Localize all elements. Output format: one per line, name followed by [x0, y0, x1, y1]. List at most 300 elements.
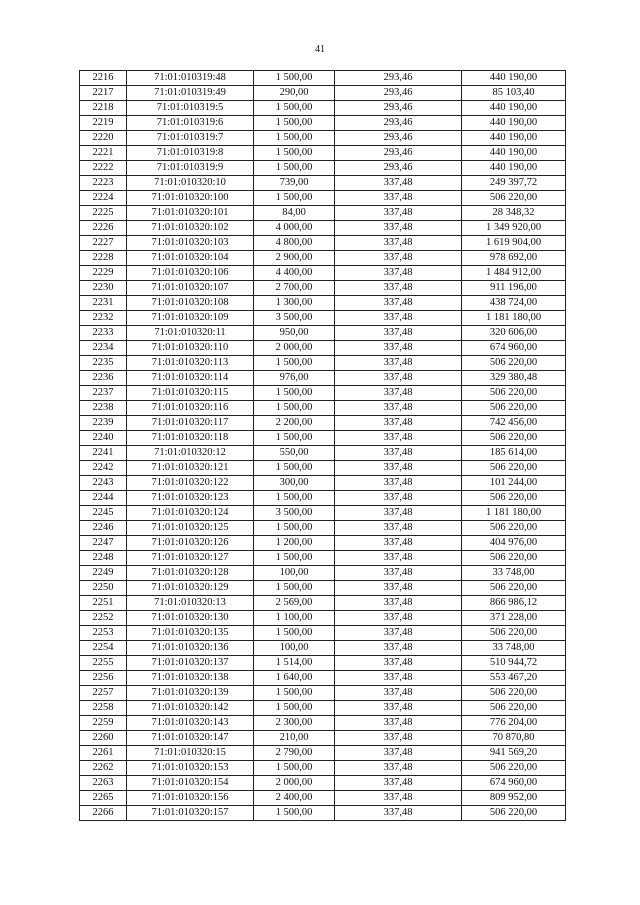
table-row: [80, 566, 566, 581]
specific-value-cell: 337,48: [335, 416, 462, 431]
table-row: [80, 791, 566, 806]
row-number-cell: 2266: [80, 806, 127, 821]
table-row: [80, 191, 566, 206]
row-number-cell: 2232: [80, 311, 127, 326]
cadastral-value-cell: 506 220,00: [462, 521, 566, 536]
row-number-cell: 2261: [80, 746, 127, 761]
area-cell: 1 500,00: [254, 761, 335, 776]
row-number-cell: 2249: [80, 566, 127, 581]
cadastral-number-cell: 71:01:010319:6: [127, 116, 254, 131]
specific-value-cell: 337,48: [335, 521, 462, 536]
cadastral-number-cell: 71:01:010320:139: [127, 686, 254, 701]
cadastral-number-cell: 71:01:010320:128: [127, 566, 254, 581]
specific-value-cell: 337,48: [335, 641, 462, 656]
table-row: [80, 446, 566, 461]
table-row: [80, 551, 566, 566]
cadastral-number-cell: 71:01:010319:7: [127, 131, 254, 146]
cadastral-value-cell: 371 228,00: [462, 611, 566, 626]
row-number-cell: 2260: [80, 731, 127, 746]
cadastral-number-cell: 71:01:010320:118: [127, 431, 254, 446]
cadastral-value-cell: 506 220,00: [462, 431, 566, 446]
cadastral-value-cell: 329 380,48: [462, 371, 566, 386]
area-cell: 1 500,00: [254, 71, 335, 86]
row-number-cell: 2257: [80, 686, 127, 701]
specific-value-cell: 337,48: [335, 296, 462, 311]
table-row: [80, 416, 566, 431]
row-number-cell: 2252: [80, 611, 127, 626]
cadastral-number-cell: 71:01:010320:125: [127, 521, 254, 536]
cadastral-value-cell: 440 190,00: [462, 116, 566, 131]
table-row: [80, 626, 566, 641]
cadastral-value-cell: 506 220,00: [462, 491, 566, 506]
cadastral-value-cell: 101 244,00: [462, 476, 566, 491]
area-cell: 1 500,00: [254, 686, 335, 701]
area-cell: 1 500,00: [254, 386, 335, 401]
table-row: [80, 431, 566, 446]
specific-value-cell: 337,48: [335, 491, 462, 506]
area-cell: 1 500,00: [254, 146, 335, 161]
table-row: [80, 461, 566, 476]
cadastral-number-cell: 71:01:010320:10: [127, 176, 254, 191]
table-row: [80, 206, 566, 221]
cadastral-value-table: [79, 70, 566, 821]
row-number-cell: 2229: [80, 266, 127, 281]
cadastral-number-cell: 71:01:010320:130: [127, 611, 254, 626]
area-cell: 1 500,00: [254, 101, 335, 116]
table-row: [80, 146, 566, 161]
row-number-cell: 2225: [80, 206, 127, 221]
row-number-cell: 2265: [80, 791, 127, 806]
specific-value-cell: 337,48: [335, 401, 462, 416]
area-cell: 210,00: [254, 731, 335, 746]
area-cell: 1 514,00: [254, 656, 335, 671]
row-number-cell: 2236: [80, 371, 127, 386]
cadastral-value-cell: 185 614,00: [462, 446, 566, 461]
cadastral-number-cell: 71:01:010320:12: [127, 446, 254, 461]
cadastral-number-cell: 71:01:010319:49: [127, 86, 254, 101]
cadastral-number-cell: 71:01:010320:138: [127, 671, 254, 686]
row-number-cell: 2247: [80, 536, 127, 551]
area-cell: 2 300,00: [254, 716, 335, 731]
cadastral-number-cell: 71:01:010320:100: [127, 191, 254, 206]
area-cell: 2 200,00: [254, 416, 335, 431]
cadastral-value-cell: 440 190,00: [462, 131, 566, 146]
specific-value-cell: 293,46: [335, 101, 462, 116]
cadastral-number-cell: 71:01:010320:157: [127, 806, 254, 821]
specific-value-cell: 337,48: [335, 536, 462, 551]
table-row: [80, 476, 566, 491]
table-body: [80, 71, 566, 821]
table-row: [80, 266, 566, 281]
row-number-cell: 2228: [80, 251, 127, 266]
cadastral-value-cell: 1 181 180,00: [462, 506, 566, 521]
cadastral-number-cell: 71:01:010320:103: [127, 236, 254, 251]
cadastral-number-cell: 71:01:010320:156: [127, 791, 254, 806]
area-cell: 2 569,00: [254, 596, 335, 611]
cadastral-value-cell: 249 397,72: [462, 176, 566, 191]
cadastral-value-cell: 776 204,00: [462, 716, 566, 731]
cadastral-number-cell: 71:01:010320:123: [127, 491, 254, 506]
area-cell: 100,00: [254, 641, 335, 656]
table-row: [80, 326, 566, 341]
cadastral-value-cell: 1 619 904,00: [462, 236, 566, 251]
specific-value-cell: 337,48: [335, 446, 462, 461]
table-row: [80, 236, 566, 251]
table-row: [80, 641, 566, 656]
cadastral-value-cell: 438 724,00: [462, 296, 566, 311]
table-row: [80, 311, 566, 326]
cadastral-value-cell: 674 960,00: [462, 776, 566, 791]
cadastral-value-cell: 404 976,00: [462, 536, 566, 551]
cadastral-number-cell: 71:01:010320:142: [127, 701, 254, 716]
specific-value-cell: 337,48: [335, 656, 462, 671]
area-cell: 1 100,00: [254, 611, 335, 626]
cadastral-value-cell: 33 748,00: [462, 641, 566, 656]
area-cell: 2 900,00: [254, 251, 335, 266]
cadastral-value-cell: 1 349 920,00: [462, 221, 566, 236]
cadastral-value-cell: 866 986,12: [462, 596, 566, 611]
cadastral-number-cell: 71:01:010320:121: [127, 461, 254, 476]
area-cell: 2 000,00: [254, 341, 335, 356]
cadastral-number-cell: 71:01:010319:5: [127, 101, 254, 116]
area-cell: 1 500,00: [254, 491, 335, 506]
specific-value-cell: 337,48: [335, 686, 462, 701]
specific-value-cell: 337,48: [335, 476, 462, 491]
cadastral-value-cell: 506 220,00: [462, 626, 566, 641]
cadastral-value-cell: 978 692,00: [462, 251, 566, 266]
table-row: [80, 506, 566, 521]
cadastral-value-cell: 674 960,00: [462, 341, 566, 356]
area-cell: 1 500,00: [254, 191, 335, 206]
cadastral-number-cell: 71:01:010320:101: [127, 206, 254, 221]
table-row: [80, 581, 566, 596]
table-row: [80, 521, 566, 536]
area-cell: 2 790,00: [254, 746, 335, 761]
area-cell: 1 500,00: [254, 701, 335, 716]
specific-value-cell: 337,48: [335, 206, 462, 221]
cadastral-number-cell: 71:01:010320:13: [127, 596, 254, 611]
row-number-cell: 2250: [80, 581, 127, 596]
table-row: [80, 86, 566, 101]
specific-value-cell: 337,48: [335, 326, 462, 341]
area-cell: 1 500,00: [254, 116, 335, 131]
specific-value-cell: 337,48: [335, 461, 462, 476]
cadastral-value-cell: 510 944,72: [462, 656, 566, 671]
row-number-cell: 2230: [80, 281, 127, 296]
area-cell: 1 300,00: [254, 296, 335, 311]
specific-value-cell: 337,48: [335, 701, 462, 716]
cadastral-value-cell: 941 569,20: [462, 746, 566, 761]
cadastral-number-cell: 71:01:010320:104: [127, 251, 254, 266]
specific-value-cell: 337,48: [335, 791, 462, 806]
row-number-cell: 2251: [80, 596, 127, 611]
area-cell: 1 500,00: [254, 581, 335, 596]
cadastral-value-cell: 440 190,00: [462, 146, 566, 161]
cadastral-value-cell: 911 196,00: [462, 281, 566, 296]
table-row: [80, 596, 566, 611]
table-row: [80, 776, 566, 791]
specific-value-cell: 337,48: [335, 746, 462, 761]
cadastral-number-cell: 71:01:010320:110: [127, 341, 254, 356]
specific-value-cell: 337,48: [335, 671, 462, 686]
specific-value-cell: 337,48: [335, 191, 462, 206]
cadastral-number-cell: 71:01:010320:126: [127, 536, 254, 551]
area-cell: 976,00: [254, 371, 335, 386]
area-cell: 290,00: [254, 86, 335, 101]
row-number-cell: 2237: [80, 386, 127, 401]
cadastral-number-cell: 71:01:010320:15: [127, 746, 254, 761]
table-row: [80, 746, 566, 761]
table-row: [80, 356, 566, 371]
row-number-cell: 2254: [80, 641, 127, 656]
area-cell: 1 500,00: [254, 131, 335, 146]
table-row: [80, 131, 566, 146]
cadastral-value-cell: 506 220,00: [462, 761, 566, 776]
cadastral-value-cell: 1 484 912,00: [462, 266, 566, 281]
specific-value-cell: 337,48: [335, 761, 462, 776]
row-number-cell: 2238: [80, 401, 127, 416]
table-row: [80, 281, 566, 296]
cadastral-value-cell: 320 606,00: [462, 326, 566, 341]
cadastral-value-cell: 506 220,00: [462, 401, 566, 416]
row-number-cell: 2258: [80, 701, 127, 716]
cadastral-number-cell: 71:01:010320:153: [127, 761, 254, 776]
row-number-cell: 2259: [80, 716, 127, 731]
cadastral-value-cell: 506 220,00: [462, 581, 566, 596]
row-number-cell: 2222: [80, 161, 127, 176]
area-cell: 739,00: [254, 176, 335, 191]
row-number-cell: 2224: [80, 191, 127, 206]
cadastral-value-cell: 85 103,40: [462, 86, 566, 101]
cadastral-number-cell: 71:01:010320:117: [127, 416, 254, 431]
row-number-cell: 2217: [80, 86, 127, 101]
row-number-cell: 2243: [80, 476, 127, 491]
area-cell: 3 500,00: [254, 506, 335, 521]
specific-value-cell: 337,48: [335, 386, 462, 401]
area-cell: 3 500,00: [254, 311, 335, 326]
specific-value-cell: 337,48: [335, 806, 462, 821]
cadastral-number-cell: 71:01:010320:127: [127, 551, 254, 566]
row-number-cell: 2246: [80, 521, 127, 536]
specific-value-cell: 337,48: [335, 221, 462, 236]
cadastral-value-cell: 742 456,00: [462, 416, 566, 431]
area-cell: 2 000,00: [254, 776, 335, 791]
cadastral-number-cell: 71:01:010320:102: [127, 221, 254, 236]
table-row: [80, 221, 566, 236]
table-row: [80, 251, 566, 266]
table-row: [80, 386, 566, 401]
row-number-cell: 2233: [80, 326, 127, 341]
cadastral-number-cell: 71:01:010320:154: [127, 776, 254, 791]
cadastral-number-cell: 71:01:010320:109: [127, 311, 254, 326]
specific-value-cell: 337,48: [335, 716, 462, 731]
area-cell: 1 500,00: [254, 401, 335, 416]
specific-value-cell: 337,48: [335, 776, 462, 791]
specific-value-cell: 337,48: [335, 176, 462, 191]
table-row: [80, 611, 566, 626]
row-number-cell: 2244: [80, 491, 127, 506]
row-number-cell: 2234: [80, 341, 127, 356]
specific-value-cell: 293,46: [335, 146, 462, 161]
specific-value-cell: 337,48: [335, 431, 462, 446]
table-row: [80, 101, 566, 116]
specific-value-cell: 293,46: [335, 116, 462, 131]
row-number-cell: 2248: [80, 551, 127, 566]
area-cell: 1 500,00: [254, 551, 335, 566]
area-cell: 950,00: [254, 326, 335, 341]
area-cell: 1 500,00: [254, 521, 335, 536]
cadastral-number-cell: 71:01:010320:116: [127, 401, 254, 416]
area-cell: 1 500,00: [254, 161, 335, 176]
row-number-cell: 2218: [80, 101, 127, 116]
cadastral-number-cell: 71:01:010319:48: [127, 71, 254, 86]
table-row: [80, 536, 566, 551]
cadastral-number-cell: 71:01:010320:114: [127, 371, 254, 386]
cadastral-value-cell: 506 220,00: [462, 551, 566, 566]
area-cell: 300,00: [254, 476, 335, 491]
row-number-cell: 2220: [80, 131, 127, 146]
table-row: [80, 806, 566, 821]
specific-value-cell: 337,48: [335, 581, 462, 596]
specific-value-cell: 337,48: [335, 596, 462, 611]
cadastral-number-cell: 71:01:010320:147: [127, 731, 254, 746]
specific-value-cell: 337,48: [335, 311, 462, 326]
table-row: [80, 671, 566, 686]
cadastral-number-cell: 71:01:010320:115: [127, 386, 254, 401]
row-number-cell: 2253: [80, 626, 127, 641]
cadastral-number-cell: 71:01:010320:106: [127, 266, 254, 281]
specific-value-cell: 293,46: [335, 131, 462, 146]
row-number-cell: 2239: [80, 416, 127, 431]
table-row: [80, 761, 566, 776]
row-number-cell: 2263: [80, 776, 127, 791]
cadastral-value-cell: 506 220,00: [462, 386, 566, 401]
cadastral-number-cell: 71:01:010319:8: [127, 146, 254, 161]
row-number-cell: 2241: [80, 446, 127, 461]
area-cell: 2 700,00: [254, 281, 335, 296]
area-cell: 1 500,00: [254, 356, 335, 371]
specific-value-cell: 337,48: [335, 281, 462, 296]
row-number-cell: 2256: [80, 671, 127, 686]
cadastral-value-cell: 33 748,00: [462, 566, 566, 581]
area-cell: 100,00: [254, 566, 335, 581]
area-cell: 550,00: [254, 446, 335, 461]
cadastral-value-cell: 506 220,00: [462, 701, 566, 716]
cadastral-number-cell: 71:01:010320:129: [127, 581, 254, 596]
specific-value-cell: 337,48: [335, 626, 462, 641]
table-row: [80, 341, 566, 356]
specific-value-cell: 293,46: [335, 86, 462, 101]
row-number-cell: 2240: [80, 431, 127, 446]
row-number-cell: 2219: [80, 116, 127, 131]
table-row: [80, 686, 566, 701]
specific-value-cell: 337,48: [335, 551, 462, 566]
specific-value-cell: 337,48: [335, 236, 462, 251]
row-number-cell: 2255: [80, 656, 127, 671]
specific-value-cell: 337,48: [335, 371, 462, 386]
cadastral-value-cell: 440 190,00: [462, 161, 566, 176]
cadastral-value-cell: 553 467,20: [462, 671, 566, 686]
cadastral-number-cell: 71:01:010320:122: [127, 476, 254, 491]
table-row: [80, 716, 566, 731]
cadastral-value-cell: 440 190,00: [462, 71, 566, 86]
cadastral-number-cell: 71:01:010320:136: [127, 641, 254, 656]
table-row: [80, 401, 566, 416]
table-row: [80, 491, 566, 506]
page-number: 41: [315, 44, 325, 55]
table-row: [80, 116, 566, 131]
specific-value-cell: 337,48: [335, 266, 462, 281]
table-row: [80, 701, 566, 716]
specific-value-cell: 337,48: [335, 506, 462, 521]
cadastral-number-cell: 71:01:010319:9: [127, 161, 254, 176]
cadastral-number-cell: 71:01:010320:11: [127, 326, 254, 341]
specific-value-cell: 337,48: [335, 356, 462, 371]
area-cell: 1 500,00: [254, 806, 335, 821]
area-cell: 1 640,00: [254, 671, 335, 686]
cadastral-number-cell: 71:01:010320:108: [127, 296, 254, 311]
cadastral-value-cell: 506 220,00: [462, 806, 566, 821]
area-cell: 1 500,00: [254, 461, 335, 476]
cadastral-number-cell: 71:01:010320:113: [127, 356, 254, 371]
table-row: [80, 176, 566, 191]
area-cell: 1 500,00: [254, 626, 335, 641]
cadastral-value-cell: 506 220,00: [462, 686, 566, 701]
cadastral-value-cell: 1 181 180,00: [462, 311, 566, 326]
row-number-cell: 2227: [80, 236, 127, 251]
cadastral-value-cell: 506 220,00: [462, 461, 566, 476]
table-row: [80, 71, 566, 86]
specific-value-cell: 337,48: [335, 731, 462, 746]
cadastral-value-cell: 70 870,80: [462, 731, 566, 746]
specific-value-cell: 337,48: [335, 251, 462, 266]
specific-value-cell: 337,48: [335, 566, 462, 581]
cadastral-value-cell: 506 220,00: [462, 356, 566, 371]
row-number-cell: 2245: [80, 506, 127, 521]
area-cell: 4 000,00: [254, 221, 335, 236]
cadastral-value-cell: 506 220,00: [462, 191, 566, 206]
row-number-cell: 2223: [80, 176, 127, 191]
specific-value-cell: 293,46: [335, 161, 462, 176]
row-number-cell: 2262: [80, 761, 127, 776]
area-cell: 84,00: [254, 206, 335, 221]
cadastral-value-cell: 28 348,32: [462, 206, 566, 221]
table-row: [80, 161, 566, 176]
area-cell: 1 200,00: [254, 536, 335, 551]
specific-value-cell: 337,48: [335, 341, 462, 356]
cadastral-number-cell: 71:01:010320:143: [127, 716, 254, 731]
specific-value-cell: 337,48: [335, 611, 462, 626]
area-cell: 2 400,00: [254, 791, 335, 806]
table-row: [80, 296, 566, 311]
cadastral-number-cell: 71:01:010320:107: [127, 281, 254, 296]
cadastral-number-cell: 71:01:010320:135: [127, 626, 254, 641]
row-number-cell: 2221: [80, 146, 127, 161]
specific-value-cell: 293,46: [335, 71, 462, 86]
row-number-cell: 2226: [80, 221, 127, 236]
row-number-cell: 2242: [80, 461, 127, 476]
table-row: [80, 731, 566, 746]
area-cell: 4 400,00: [254, 266, 335, 281]
area-cell: 1 500,00: [254, 431, 335, 446]
row-number-cell: 2216: [80, 71, 127, 86]
table-row: [80, 656, 566, 671]
cadastral-value-cell: 809 952,00: [462, 791, 566, 806]
row-number-cell: 2231: [80, 296, 127, 311]
area-cell: 4 800,00: [254, 236, 335, 251]
cadastral-value-cell: 440 190,00: [462, 101, 566, 116]
cadastral-number-cell: 71:01:010320:137: [127, 656, 254, 671]
